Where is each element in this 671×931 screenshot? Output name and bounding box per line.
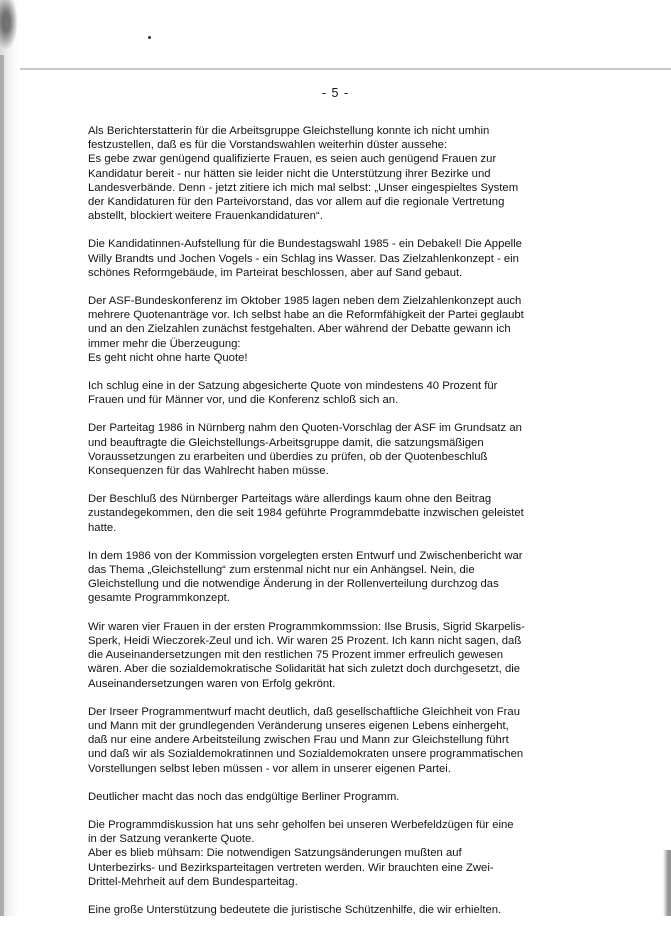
- scan-speck: [148, 36, 151, 39]
- text-line: Frauen und für Männer vor, und die Konferenz schloß sich an.: [88, 394, 399, 407]
- paragraph: [88, 620, 578, 691]
- text-line: Gleichstellung und die notwendige Änderung in der Rollenverteilung durchzog das: [88, 578, 499, 591]
- text-line: Konsequenzen für das Wahlrecht haben müsse.: [88, 465, 329, 478]
- text-line: Der Beschluß des Nürnberger Parteitags wäre allerdings kaum ohne den Beitrag: [88, 493, 492, 506]
- text-line: Die Programmdiskussion hat uns sehr geholfen bei unseren Werbefeldzügen für eine: [88, 818, 514, 831]
- text-line: abstellt, blockiert weitere Frauenkandidaturen“.: [88, 210, 323, 223]
- text-line: hatte.: [88, 521, 117, 534]
- text-line: Es geht nicht ohne harte Quote!: [88, 351, 248, 364]
- text-line: und an den Zielzahlen zunächst festgehalten. Aber während der Debatte gewann ich: [88, 323, 511, 336]
- text-line: In dem 1986 von der Kommission vorgelegten ersten Entwurf und Zwischenbericht war: [88, 549, 523, 562]
- paragraph: [88, 818, 578, 889]
- text-line: Landesverbände. Denn - jetzt zitiere ich mich mal selbst: „Unser eingespieltes System: [88, 181, 519, 194]
- text-line: Ich schlug eine in der Satzung abgesicherte Quote von mindestens 40 Prozent für: [88, 380, 498, 393]
- text-line: Aber es blieb mühsam: Die notwendigen Satzungsänderungen mußten auf: [88, 847, 462, 860]
- text-line: zustandegekommen, den die seit 1984 geführte Programmdebatte inzwischen geleistet: [88, 507, 524, 520]
- text-line: Vorstellungen selbst leben müssen - vor allem in unserer eigenen Partei.: [88, 762, 451, 775]
- text-line: Voraussetzungen zu erarbeiten und überdies zu prüfen, ob der Quotenbeschluß: [88, 450, 488, 463]
- paragraph: [88, 790, 578, 804]
- text-line: mehrere Quotenanträge vor. Ich selbst habe an die Reformfähigkeit der Partei geglaubt: [88, 309, 524, 322]
- text-line: Drittel-Mehrheit auf dem Bundesparteitag.: [88, 875, 298, 888]
- text-line: daß nur eine andere Arbeitsteilung zwischen Frau und Mann zur Gleichstellung führt: [88, 734, 509, 747]
- scan-top-rule: [20, 68, 671, 70]
- text-line: Der ASF-Bundeskonferenz im Oktober 1985 lagen neben dem Zielzahlenkonzept auch: [88, 295, 522, 308]
- text-line: Als Berichterstatterin für die Arbeitsgruppe Gleichstellung konnte ich nicht umhin: [88, 125, 490, 137]
- page-number: - 5 -: [321, 86, 350, 100]
- text-line: und beauftragte die Gleichstellungs-Arbeitsgruppe damit, die satzungsmäßigen: [88, 436, 484, 449]
- paragraph: [88, 294, 578, 365]
- text-line: Der Parteitag 1986 in Nürnberg nahm den Quoten-Vorschlag der ASF im Grundsatz an: [88, 422, 522, 435]
- text-line: schönes Reformgebäude, im Parteirat beschlossen, aber auf Sand gebaut.: [88, 266, 463, 279]
- text-line: Sperk, Heidi Wieczorek-Zeul und ich. Wir waren 25 Prozent. Ich kann nicht sagen, daß: [88, 634, 522, 647]
- scan-corner-mark: [0, 0, 20, 55]
- document-body: [88, 124, 578, 931]
- text-line: wären. Aber die sozialdemokratische Solidarität hat sich zuletzt doch durchgesetzt, die: [88, 663, 521, 676]
- scan-edge-line: [0, 55, 4, 916]
- text-line: Willy Brandts und Jochen Vogels - ein Schlag ins Wasser. Das Zielzahlenkonzept - ein: [88, 252, 519, 265]
- text-line: Wir waren vier Frauen in der ersten Programmkommssion: Ilse Brusis, Sigrid Skarpelis-: [88, 620, 525, 633]
- paragraph: [88, 237, 578, 280]
- text-line: Kandidatur bereit - nur hätten sie leider nicht die Unterstützung ihrer Bezirke und: [88, 167, 491, 180]
- text-line: Deutlicher macht das noch das endgültige Berliner Programm.: [88, 790, 400, 803]
- text-line: Die Kandidatinnen-Aufstellung für die Bundestagswahl 1985 - ein Debakel! Die Appelle: [88, 238, 522, 251]
- text-line: Der Irseer Programmentwurf macht deutlich, daß gesellschaftliche Gleichheit von Frau: [88, 705, 520, 718]
- paragraph: [88, 124, 578, 223]
- text-line: immer mehr die Überzeugung:: [88, 337, 241, 350]
- scan-edge-right: [659, 850, 671, 916]
- text-line: und daß wir als Sozialdemokratinnen und Sozialdemokraten unsere programmatischen: [88, 748, 524, 761]
- text-line: die Auseinandersetzungen mit den restlichen 75 Prozent immer erfreulich gewesen: [88, 649, 504, 662]
- text-line: festzustellen, daß es für die Vorstandswahlen weiterhin düster aussehe:: [88, 139, 448, 152]
- text-line: und Mann mit der grundlegenden Veränderung unseres eigenen Lebens einhergeht,: [88, 719, 509, 732]
- text-line: Es gebe zwar genügend qualifizierte Frauen, es seien auch genügend Frauen zur: [88, 153, 497, 166]
- paragraph: [88, 903, 578, 917]
- text-line: Unterbezirks- und Bezirksparteitagen vertreten werden. Wir brauchten eine Zwei-: [88, 861, 494, 874]
- paragraph: [88, 379, 578, 407]
- text-line: Auseinandersetzungen waren von Erfolg gekrönt.: [88, 677, 336, 690]
- text-line: der Kandidaturen für den Parteivorstand, das vor allem auf die regionale Vertretung: [88, 196, 505, 209]
- text-line: in der Satzung verankerte Quote.: [88, 833, 255, 846]
- text-line: das Thema „Gleichstellung“ zum erstenmal nicht nur ein Anhängsel. Nein, die: [88, 564, 475, 577]
- paragraph: [88, 492, 578, 535]
- text-line: Eine große Unterstützung bedeutete die juristische Schützenhilfe, die wir erhielten.: [88, 903, 502, 916]
- paragraph: [88, 705, 578, 776]
- text-line: gesamte Programmkonzept.: [88, 592, 230, 605]
- paragraph: [88, 421, 578, 478]
- paragraph: [88, 549, 578, 606]
